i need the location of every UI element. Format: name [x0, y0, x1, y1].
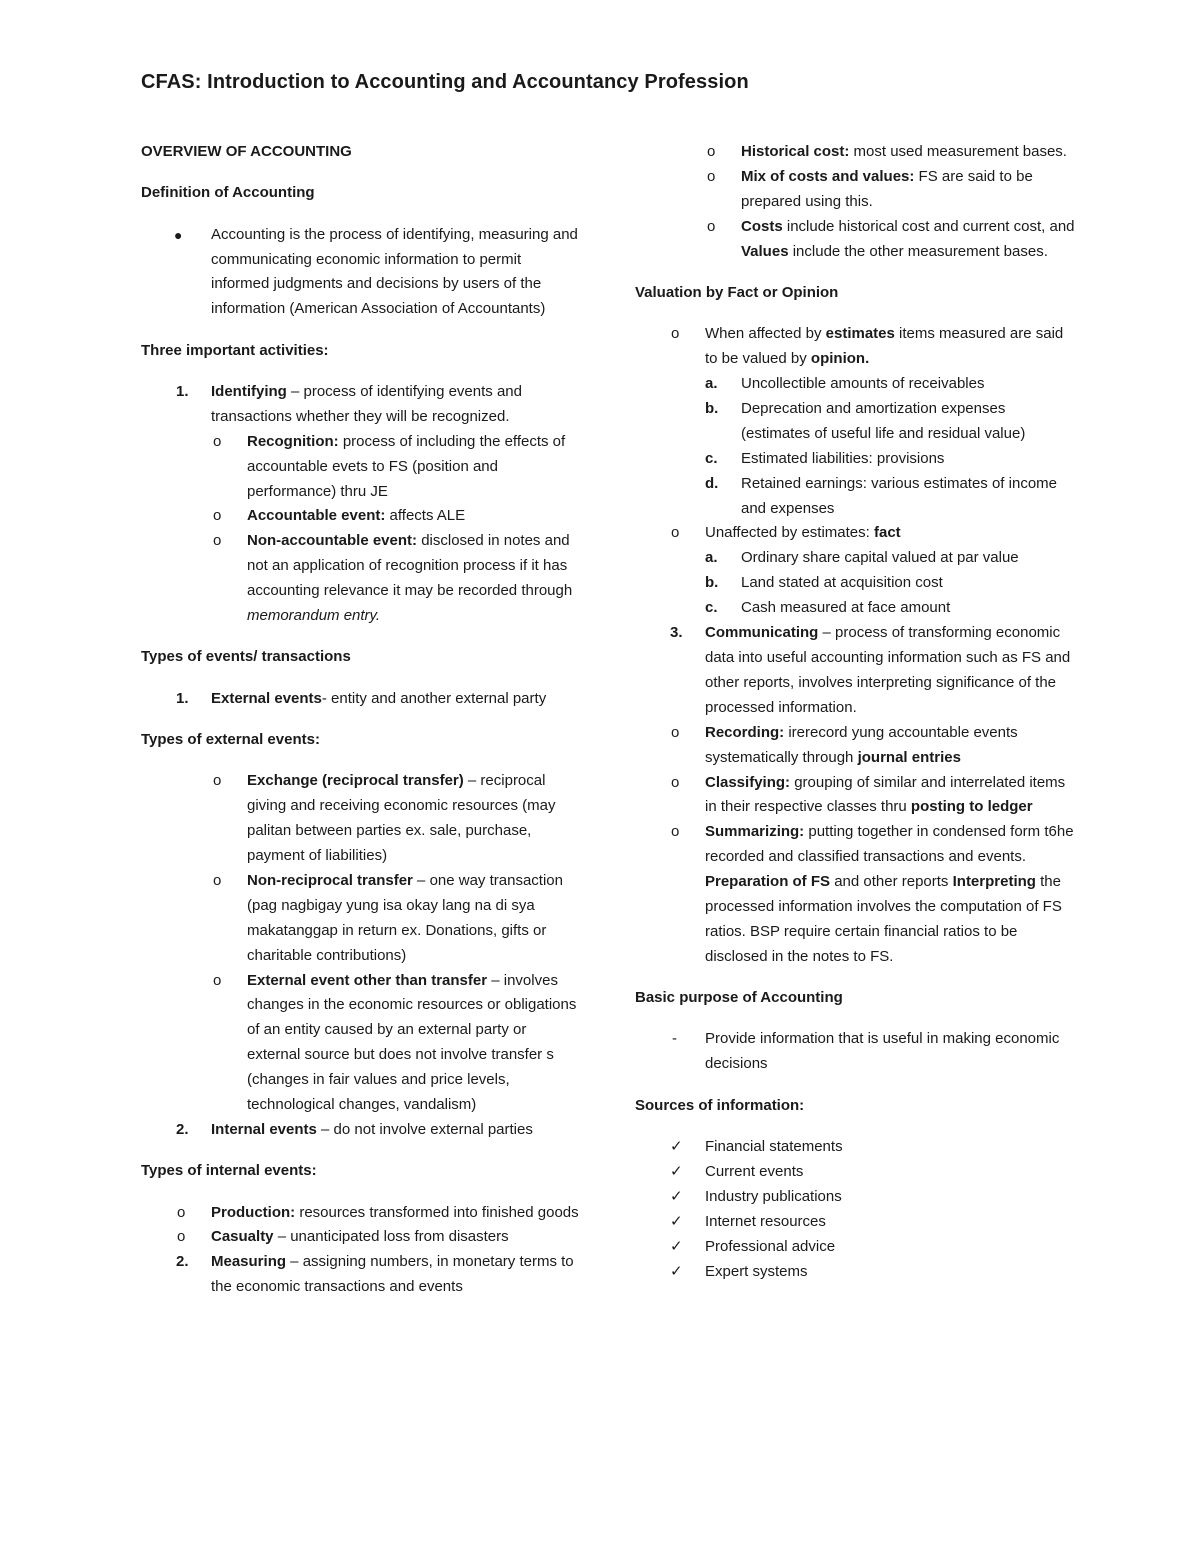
- term: Exchange (reciprocal transfer): [247, 772, 464, 790]
- list-item-text: Retained earnings: various estimates of income and expenses: [741, 474, 1057, 517]
- description: disclosed in notes and not an application of recognition process if it has accounting relevance it may be recorded through: [247, 532, 573, 600]
- purpose-item: [635, 1027, 1075, 1077]
- list-item: [635, 397, 1075, 447]
- opinion-list: [635, 372, 1075, 521]
- term: Recording:: [705, 723, 785, 741]
- list-item: [635, 1235, 1075, 1260]
- italic-term: memorandum entry.: [247, 607, 381, 625]
- description: Unaffected by estimates:: [705, 524, 874, 542]
- term: Casualty: [211, 1228, 274, 1246]
- description: – process of identifying events and transactions whether they will be recognized.: [211, 382, 522, 425]
- circle-bullet-icon: o: [671, 723, 680, 741]
- term: Communicating: [705, 624, 819, 642]
- list-number: 2.: [176, 1253, 189, 1271]
- term: Identifying: [211, 382, 287, 400]
- circle-bullet-icon: o: [707, 167, 716, 185]
- description: – process of transforming economic data into useful accounting information such as FS and other reports, involves interpreting significance of the processed information.: [705, 624, 1071, 716]
- term: External event other than transfer: [247, 971, 488, 989]
- external-other-item: [141, 969, 581, 1118]
- list-number: 1.: [176, 382, 189, 400]
- list-item: [635, 447, 1075, 472]
- list-letter: a.: [705, 375, 718, 393]
- purpose-text: Provide information that is useful in making economic decisions: [705, 1030, 1060, 1073]
- fact-list: [635, 546, 1075, 621]
- circle-bullet-icon: o: [213, 432, 222, 450]
- list-item: [635, 1135, 1075, 1160]
- list-item: [635, 372, 1075, 397]
- circle-bullet-icon: o: [177, 1203, 186, 1221]
- description: When affected by: [705, 325, 826, 343]
- list-item: [635, 571, 1075, 596]
- checkmark-icon: ✓: [670, 1187, 683, 1205]
- circle-bullet-icon: o: [671, 325, 680, 343]
- description: – one way transaction (pag nagbigay yung isa okay lang na di sya makatanggap in return ex. Donations, gifts or charitable contributions): [247, 871, 563, 964]
- valuation-heading: Valuation by Fact or Opinion: [635, 283, 839, 301]
- non-accountable-event-item: [141, 529, 581, 629]
- description: – unanticipated loss from disasters: [273, 1228, 509, 1246]
- activity-identifying: [141, 380, 581, 430]
- page-title: CFAS: Introduction to Accounting and Accountancy Profession: [141, 71, 749, 93]
- term: Non-accountable event:: [247, 532, 418, 550]
- term: Interpreting: [952, 873, 1036, 891]
- list-letter: b.: [705, 574, 719, 592]
- definition-text: Accounting is the process of identifying, measuring and communicating economic information to permit informed judgments and decisions by users of the information (American Association of Accountants): [211, 225, 578, 318]
- description: – do not involve external parties: [316, 1120, 533, 1138]
- description: and other reports: [830, 873, 953, 891]
- checkmark-icon: ✓: [670, 1262, 683, 1280]
- unaffected-item: [635, 521, 1075, 546]
- term: Historical cost:: [741, 143, 850, 160]
- list-item: [635, 546, 1075, 571]
- list-letter: d.: [705, 474, 719, 492]
- source-text: Industry publications: [705, 1187, 842, 1205]
- list-number: 2.: [176, 1120, 189, 1138]
- source-text: Financial statements: [705, 1137, 843, 1155]
- dash-bullet-icon: -: [672, 1030, 677, 1048]
- definition-item: [141, 223, 581, 323]
- types-events-heading: Types of events/ transactions: [141, 648, 351, 666]
- circle-bullet-icon: o: [671, 823, 680, 841]
- term: Classifying:: [705, 773, 791, 791]
- casualty-item: [141, 1225, 581, 1250]
- description: resources transformed into finished goods: [295, 1203, 579, 1221]
- description: grouping of similar and interrelated items in their respective classes thru: [705, 773, 1066, 816]
- activity-communicating: [635, 621, 1075, 721]
- recording-item: [635, 721, 1075, 771]
- description: affects ALE: [385, 507, 466, 525]
- activity-measuring: [141, 1250, 581, 1300]
- list-item: [635, 472, 1075, 522]
- sources-heading: Sources of information:: [635, 1096, 805, 1114]
- source-text: Expert systems: [705, 1262, 808, 1280]
- description: include the other measurement bases.: [788, 242, 1048, 260]
- description: process of including the effects of accountable evets to FS (position and performance) thru JE: [247, 432, 566, 500]
- circle-bullet-icon: o: [707, 217, 716, 235]
- non-reciprocal-item: [141, 869, 581, 969]
- purpose-heading: Basic purpose of Accounting: [635, 989, 843, 1007]
- term: Costs: [741, 217, 783, 235]
- accountable-event-item: [141, 504, 581, 529]
- circle-bullet-icon: o: [213, 772, 222, 790]
- list-letter: c.: [705, 599, 718, 617]
- term: Internal events: [211, 1120, 317, 1138]
- term: External events: [211, 689, 322, 707]
- source-text: Current events: [705, 1162, 804, 1180]
- term: Mix of costs and values:: [741, 167, 915, 185]
- circle-bullet-icon: o: [671, 773, 680, 791]
- description: – reciprocal giving and receiving economic resources (may palitan between parties ex. sale, purchase, payment of liabilities): [247, 772, 556, 864]
- external-events-item: [141, 687, 581, 712]
- recognition-item: [141, 430, 581, 505]
- circle-bullet-icon: o: [213, 971, 222, 989]
- list-number: 1.: [176, 689, 189, 707]
- term: fact: [873, 524, 901, 542]
- internal-events-item: [141, 1118, 581, 1143]
- right-column: [635, 140, 1075, 1284]
- source-text: Professional advice: [705, 1237, 836, 1255]
- list-item: [635, 1185, 1075, 1210]
- description: the processed information involves the computation of FS ratios. BSP require certain financial ratios to be disclosed in the notes to FS.: [705, 873, 1062, 965]
- mix-costs-item: [635, 165, 1075, 215]
- affected-by-estimates-item: [635, 322, 1075, 372]
- source-text: Internet resources: [705, 1212, 826, 1230]
- description: FS are said to be prepared using this.: [741, 167, 1033, 210]
- description: most used measurement bases.: [849, 143, 1067, 160]
- circle-bullet-icon: o: [213, 507, 222, 525]
- list-item-text: Deprecation and amortization expenses (estimates of useful life and residual value): [741, 399, 1026, 442]
- list-item-text: Land stated at acquisition cost: [741, 574, 943, 592]
- list-item: [635, 1210, 1075, 1235]
- list-letter: b.: [705, 399, 719, 417]
- definition-heading: Definition of Accounting: [141, 184, 315, 202]
- list-letter: a.: [705, 549, 718, 567]
- overview-heading: OVERVIEW OF ACCOUNTING: [141, 143, 352, 160]
- list-item-text: Cash measured at face amount: [741, 599, 951, 617]
- description: – assigning numbers, in monetary terms to the economic transactions and events: [211, 1253, 574, 1296]
- description: irerecord yung accountable events systematically through: [705, 723, 1018, 766]
- classifying-item: [635, 771, 1075, 821]
- checkmark-icon: ✓: [670, 1137, 683, 1155]
- circle-bullet-icon: o: [177, 1228, 186, 1246]
- description: items measured are said to be valued by: [705, 325, 1064, 368]
- summarizing-item: [635, 820, 1075, 969]
- production-item: [141, 1201, 581, 1226]
- term: Preparation of FS: [705, 873, 831, 891]
- circle-bullet-icon: o: [707, 143, 716, 160]
- costs-values-item: [635, 215, 1075, 265]
- checkmark-icon: ✓: [670, 1212, 683, 1230]
- description: include historical cost and current cost, and: [782, 217, 1075, 235]
- term: Accountable event:: [247, 507, 386, 525]
- term: journal entries: [857, 748, 961, 766]
- term: posting to ledger: [910, 798, 1033, 816]
- list-item: [635, 1160, 1075, 1185]
- term: Non-reciprocal transfer: [247, 871, 413, 889]
- checkmark-icon: ✓: [670, 1162, 683, 1180]
- circle-bullet-icon: o: [213, 532, 222, 550]
- term: Recognition:: [247, 432, 339, 450]
- historical-cost-item: [635, 140, 1075, 165]
- activities-heading: Three important activities:: [141, 341, 329, 359]
- description: – involves changes in the economic resources or obligations of an entity caused by an external party or external source but does not involve transfer s (changes in fair values and price levels, technological changes, vandalism): [247, 971, 577, 1114]
- left-column: [141, 140, 581, 1300]
- sources-list: [635, 1135, 1075, 1284]
- term: opinion.: [810, 350, 870, 368]
- term: Measuring: [211, 1253, 287, 1271]
- term: Summarizing:: [705, 823, 805, 841]
- circle-bullet-icon: o: [671, 524, 680, 542]
- list-item-text: Ordinary share capital valued at par value: [741, 549, 1019, 567]
- types-external-heading: Types of external events:: [141, 730, 320, 748]
- description: - entity and another external party: [321, 689, 547, 707]
- list-item-text: Uncollectible amounts of receivables: [741, 375, 985, 393]
- list-item: [635, 1260, 1075, 1285]
- list-item: [635, 596, 1075, 621]
- checkmark-icon: ✓: [670, 1237, 683, 1255]
- list-number: 3.: [670, 624, 683, 642]
- description: putting together in condensed form t6he recorded and classified transactions and events.: [705, 823, 1074, 866]
- circle-bullet-icon: o: [213, 871, 222, 889]
- term: Values: [741, 242, 789, 260]
- types-internal-heading: Types of internal events:: [141, 1162, 317, 1180]
- term: Production:: [211, 1203, 296, 1221]
- term: estimates: [825, 325, 895, 343]
- list-item-text: Estimated liabilities: provisions: [741, 449, 945, 467]
- list-letter: c.: [705, 449, 718, 467]
- exchange-item: [141, 769, 581, 869]
- bullet-icon: ●: [174, 226, 183, 243]
